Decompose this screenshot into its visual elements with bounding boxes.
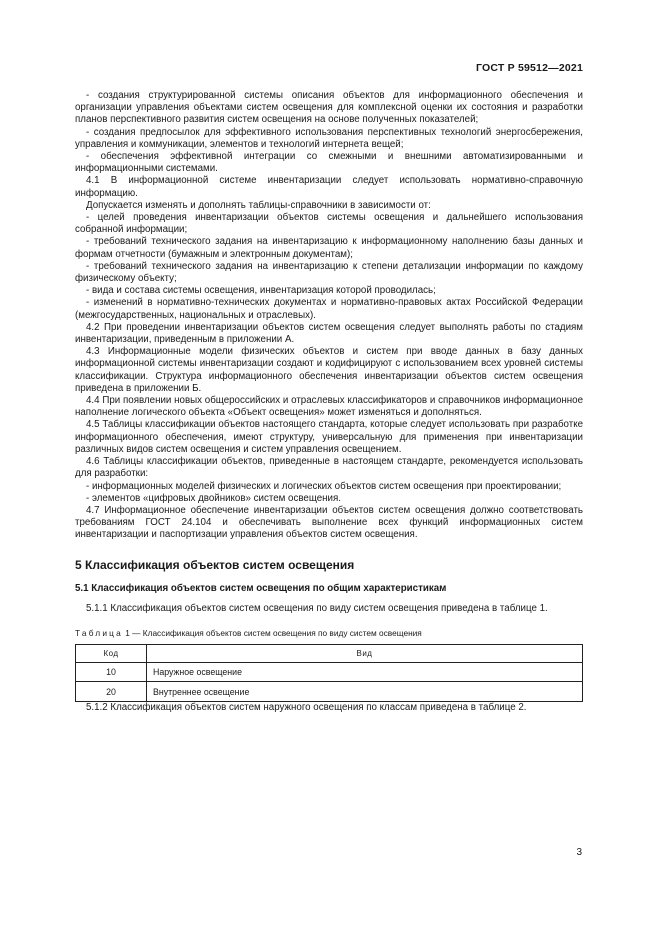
body-paragraph: 4.3 Информационные модели физических объектов и систем при вводе данных в базу данных информационной системы инвентаризации создают и кодифицируют с использованием всех уровней системы классификации. Структура информационного обеспечения инвентаризации объектов систем освещения приведена в приложении Б. [75,346,583,394]
section-5-heading: 5 Классификация объектов систем освещения [75,557,355,572]
table-header-row [76,645,583,663]
paragraph-5-1-2: 5.1.2 Классификация объектов систем наружного освещения по классам приведена в таблице 2. [86,702,527,714]
body-paragraph: 4.7 Информационное обеспечение инвентаризации объектов систем освещения должно соответствовать требованиям ГОСТ 24.104 и обеспечивать выполнение всех функций информационных систем инвентаризации и паспортизации управления объектов систем освещения. [75,504,583,541]
body-paragraph: - целей проведения инвентаризации объектов системы освещения и дальнейшего использования собранной информации; [75,212,583,236]
body-paragraph: 4.2 При проведении инвентаризации объектов систем освещения следует выполнять работы по стадиям инвентаризации, приведенным в приложении А. [75,321,583,346]
table-row [76,682,583,702]
table-1-caption [75,627,583,639]
body-paragraph: - элементов «цифровых двойников» систем освещения. [86,492,341,504]
body-paragraph: - обеспечения эффективной интеграции со смежными и внешними автоматизированными и информационными системами. [75,151,583,175]
page-body [75,90,583,715]
cell-kind: Внутреннее освещение [147,682,583,702]
body-paragraph: - вида и состава системы освещения, инвентаризация которой проводилась; [86,285,436,297]
section-5-1-heading: 5.1 Классификация объектов систем освещения по общим характеристикам [75,582,447,594]
header-kind: Вид [147,645,583,663]
body-paragraph: 4.5 Таблицы классификации объектов настоящего стандарта, которые следует использовать при разработке информационного обеспечения, имеют структуру, универсальную для применения при инвентаризации различных видов систем освещения и систем управления освещением. [75,419,583,455]
body-paragraph: - требований технического задания на инвентаризацию к степени детализации информации по каждому физическому объекту; [75,260,583,285]
header-code: Код [76,645,147,663]
body-paragraph: - создания структурированной системы описания объектов для информационного обеспечения и организации управления объектами систем освещения для комплексной оценки их состояния и разработки планов перспективного развития систем освещения на основе полученных показателей; [75,90,583,126]
body-paragraph: - требований технического задания на инвентаризацию к информационному наполнению базы данных и формам отчетности (бумажным и электронным документам); [75,236,583,260]
body-paragraph: - изменений в нормативно-технических документах и нормативно-правовых актах Российской Федерации (межгосударственных, национальных и отраслевых). [75,297,583,321]
table-caption-text: 1 — Классификация объектов систем освещения по виду систем освещения [122,628,422,639]
intro-paragraphs [75,90,583,542]
body-paragraph: Допускается изменять и дополнять таблицы-справочники в зависимости от: [86,199,431,211]
page-number: 3 [576,847,582,858]
body-paragraph: 4.4 При появлении новых общероссийских и отраслевых классификаторов и справочников информационное наполнение логического объекта «Объект освещения» может изменяться и дополняться. [75,395,583,419]
cell-code: 10 [76,663,147,682]
body-paragraph: - создания предпосылок для эффективного использования перспективных технологий энергосбережения, управления и коммуникации, элементов и технологий интернета вещей; [75,126,583,150]
body-paragraph: 4.6 Таблицы классификации объектов, приведенные в настоящем стандарте, рекомендуется использовать для разработки: [75,456,583,480]
document-code: ГОСТ Р 59512—2021 [475,62,583,74]
table-1 [75,644,583,702]
cell-kind: Наружное освещение [147,663,583,682]
body-paragraph: 4.1 В информационной системе инвентаризации следует использовать нормативно-справочную информацию. [75,175,583,199]
table-caption-word: Таблица [75,628,123,639]
body-paragraph: - информационных моделей физических и логических объектов систем освещения при проектировании; [86,480,562,492]
table-row [76,663,583,682]
cell-code: 20 [76,682,147,702]
paragraph-5-1-1: 5.1.1 Классификация объектов систем освещения по виду систем освещения приведена в таблице 1. [86,602,548,614]
